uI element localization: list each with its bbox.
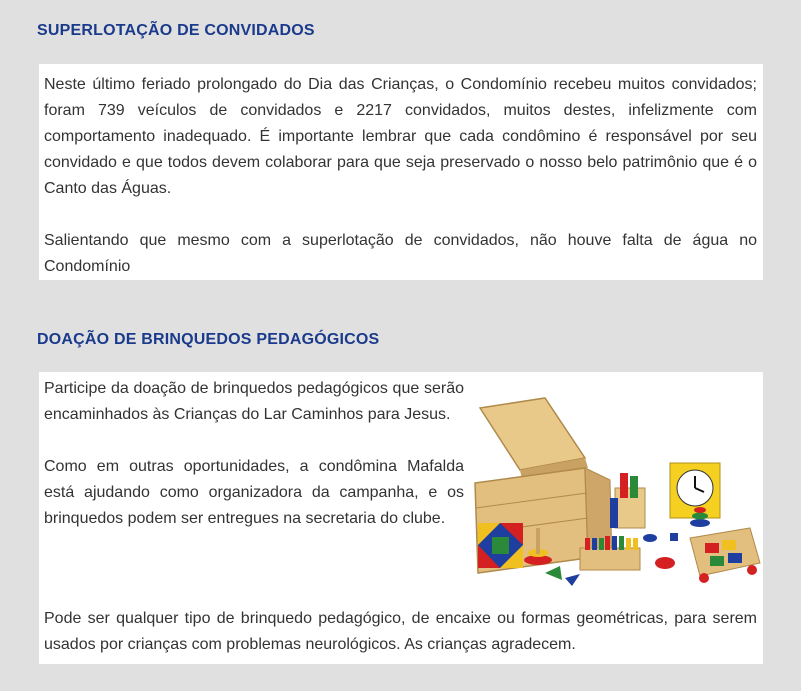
doacao-text-column xyxy=(44,376,464,532)
superlotacao-paragraph-1: Neste último feriado prolongado do Dia das Crianças, o Condomínio recebeu muitos convidados; foram 739 veículos de convidados e 2217 convidados, muitos destes, infelizmente com comportamento inadequado. É importante lembrar que cada condômino é responsável por seu convidado e que todos devem colaborar para que seja preservado o nosso belo patrimônio que é o Canto das Águas. xyxy=(44,76,757,197)
superlotacao-paragraph-2: Salientando que mesmo com a superlotação de convidados, não houve falta de água no Condomínio xyxy=(44,232,757,275)
educational-toys-image xyxy=(460,388,762,588)
doacao-paragraph-2: Como em outras oportunidades, a condômina Mafalda está ajudando como organizadora da campanha, e os brinquedos podem ser entregues na secretaria do clube. xyxy=(44,458,464,527)
doacao-bottom-text xyxy=(44,606,757,658)
doacao-paragraph-3: Pode ser qualquer tipo de brinquedo pedagógico, de encaixe ou formas geométricas, para serem usados por crianças com problemas neurológicos. As crianças agradecem. xyxy=(44,610,757,653)
doacao-content xyxy=(39,372,763,664)
doacao-paragraph-1: Participe da doação de brinquedos pedagógicos que serão encaminhados às Crianças do Lar Caminhos para Jesus. xyxy=(44,380,464,423)
superlotacao-content xyxy=(39,64,763,280)
section-title-doacao: DOAÇÃO DE BRINQUEDOS PEDAGÓGICOS xyxy=(37,331,380,348)
section-title-superlotacao: SUPERLOTAÇÃO DE CONVIDADOS xyxy=(37,22,315,39)
